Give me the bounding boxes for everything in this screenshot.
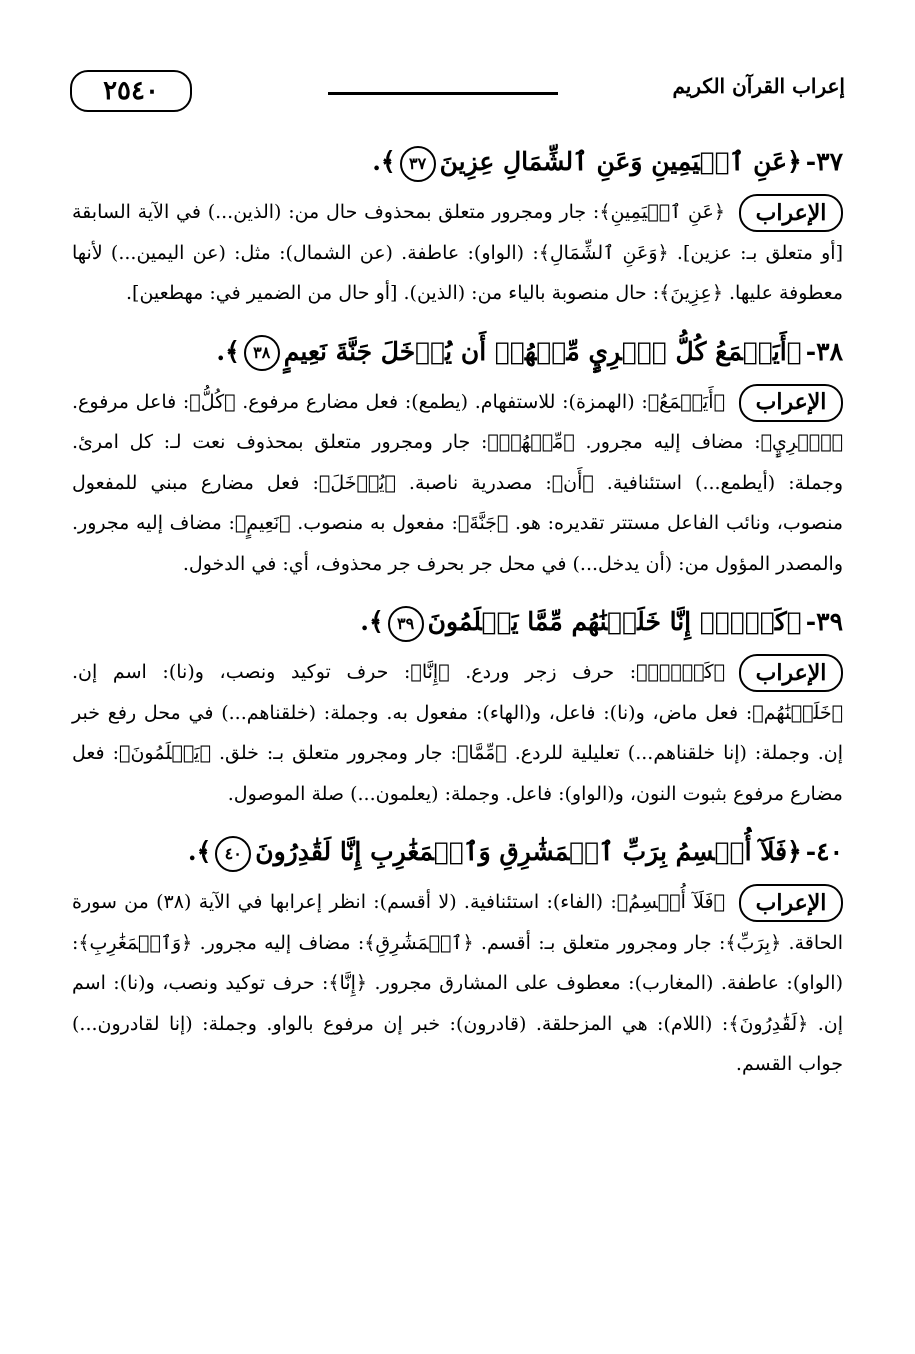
- irab-paragraph-40: [72, 882, 843, 1085]
- irab-label: الإعراب: [739, 884, 843, 922]
- irab-paragraph-39: [72, 652, 843, 814]
- verse-end: ﴾.: [187, 837, 212, 866]
- verse-number: ٤٠-: [805, 837, 843, 866]
- irab-label: الإعراب: [739, 654, 843, 692]
- ayah-marker: ٣٧: [400, 146, 436, 182]
- ayah-marker: ٣٩: [388, 606, 424, 642]
- verse-text: ﴿فَلَآ أُقۡسِمُ بِرَبِّ ٱلۡمَشَٰرِقِ وَٱلۡمَغَٰرِبِ إِنَّا لَقَٰدِرُونَ: [255, 837, 802, 866]
- irab-label: الإعراب: [739, 384, 843, 422]
- verse-number: ٣٩-: [805, 607, 843, 636]
- verse-number: ٣٨-: [805, 336, 843, 366]
- ayah-marker: ٤٠: [215, 836, 251, 872]
- irab-paragraph-37: [72, 192, 843, 314]
- verse-end: ﴾.: [360, 607, 384, 636]
- irab-text: ﴿كَلَّآۖ﴾: حرف زجر وردع. ﴿إِنَّا﴾: حرف توكيد ونصب، و(نا): اسم إن. ﴿خَلَقۡنَٰهُم﴾: فعل ماض، و(نا): فاعل، و(الهاء): مفعول به. وجملة: (خلقناهم...) في محل رفع خبر إن. وجملة: (إنا خلقناهم...) تعليلية للردع. ﴿مِّمَّا﴾: جار ومجرور متعلق بـ: خلق. ﴿يَعۡلَمُونَ﴾: فعل مضارع مرفوع بثبوت النون، و(الواو): فاعل. وجملة: (يعلمون...) صلة الموصول.: [72, 661, 843, 805]
- verse-end: ﴾.: [372, 147, 396, 176]
- ayah-marker: ٣٨: [244, 335, 280, 371]
- verse-37: [72, 140, 843, 184]
- verse-end: ﴾.: [216, 336, 240, 366]
- irab-paragraph-38: [72, 382, 843, 585]
- header-divider: [328, 92, 558, 95]
- verse-38: [72, 330, 843, 374]
- verse-text: ﴿عَنِ ٱلۡيَمِينِ وَعَنِ ٱلشِّمَالِ عِزِينَ: [439, 147, 802, 176]
- irab-text: ﴿عَنِ ٱلۡيَمِينِ﴾: جار ومجرور متعلق بمحذوف حال من: (الذين...) في الآية السابقة [أو متعلق بـ: عزين]. ﴿وَعَنِ ٱلشِّمَالِ﴾: (الواو): عاطفة. (عن الشمال): مثل: (عن اليمين...) لأنها معطوفة عليها. ﴿عِزِينَ﴾: حال منصوبة بالياء من: (الذين). [أو حال من الضمير في: مهطعين].: [72, 201, 843, 304]
- book-title: إعراب القرآن الكريم: [672, 74, 845, 98]
- verse-text: ﴿أَيَطۡمَعُ كُلُّ ٱمۡرِيٍٕ مِّنۡهُمۡ أَن يُدۡخَلَ جَنَّةَ نَعِيمٍ: [283, 336, 802, 366]
- page-content: [72, 140, 843, 1101]
- verse-40: [72, 830, 843, 874]
- irab-text: ﴿أَيَطۡمَعُ﴾: (الهمزة): للاستفهام. (يطمع): فعل مضارع مرفوع. ﴿كُلُّ﴾: فاعل مرفوع. ﴿ٱمۡرِيٍٕ﴾: مضاف إليه مجرور. ﴿مِّنۡهُمۡ﴾: جار ومجرور متعلق بمحذوف نعت لـ: كل امرئ. وجملة: (أيطمع...) استئنافية. ﴿أَن﴾: مصدرية ناصبة. ﴿يُدۡخَلَ﴾: فعل مضارع مبني للمفعول منصوب، ونائب الفاعل مستتر تقديره: هو. ﴿جَنَّةَ﴾: مفعول به منصوب. ﴿نَعِيمٍ﴾: مضاف إليه مجرور. والمصدر المؤول من: (أن يدخل...) في محل جر بحرف جر محذوف، أي: في الدخول.: [72, 390, 843, 575]
- irab-text: ﴿فَلَآ أُقۡسِمُ﴾: (الفاء): استئنافية. (لا أقسم): انظر إعرابها في الآية (٣٨) من سورة الحاقة. ﴿بِرَبِّ﴾: جار ومجرور متعلق بـ: أقسم. ﴿ٱلۡمَشَٰرِقِ﴾: مضاف إليه مجرور. ﴿وَٱلۡمَغَٰرِبِ﴾: (الواو): عاطفة. (المغارب): معطوف على المشارق مجرور. ﴿إِنَّا﴾: حرف توكيد ونصب، و(نا): اسم إن. ﴿لَقَٰدِرُونَ﴾: (اللام): هي المزحلقة. (قادرون): خبر إن مرفوع بالواو. وجملة: (إنا لقادرون...) جواب القسم.: [72, 891, 843, 1075]
- verse-text: ﴿كَلَّآۖ إِنَّا خَلَقۡنَٰهُم مِّمَّا يَعۡلَمُونَ: [427, 607, 802, 636]
- page-number: ٢٥٤٠: [70, 70, 192, 112]
- verse-number: ٣٧-: [805, 147, 843, 176]
- verse-39: [72, 600, 843, 644]
- page-header: [70, 68, 845, 112]
- irab-label: الإعراب: [739, 194, 843, 232]
